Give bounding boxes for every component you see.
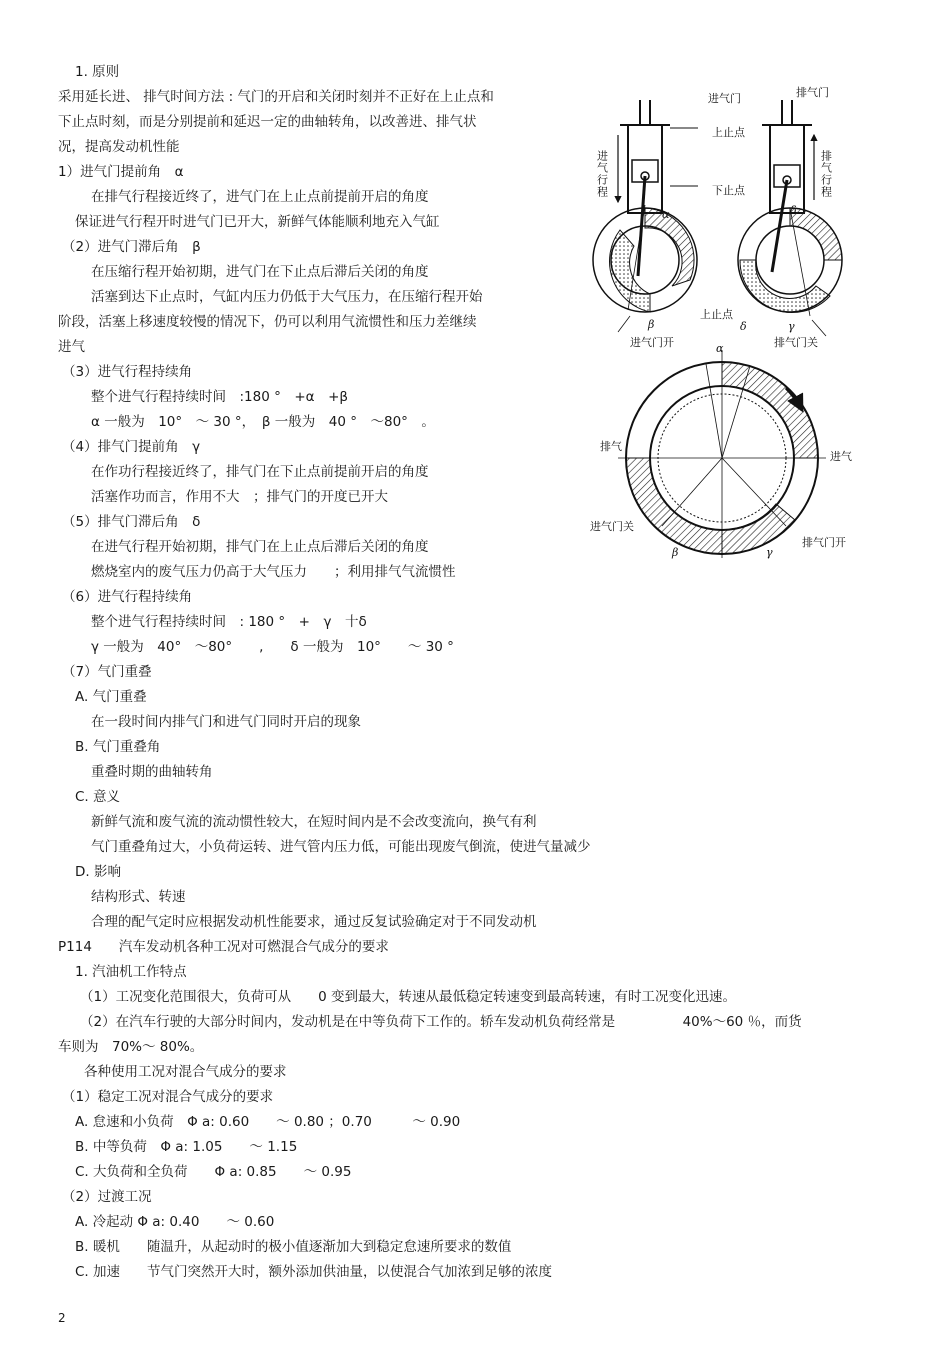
paragraph-line: 进气 bbox=[58, 339, 85, 355]
subheading: 1）进气门提前角 α bbox=[58, 164, 184, 180]
label-intake: 进气 bbox=[830, 450, 852, 463]
label-delta: δ bbox=[740, 320, 747, 333]
paragraph-line: 在进气行程开始初期，排气门在上止点后滞后关闭的角度 bbox=[91, 539, 429, 555]
label-intake-open: 进气门开 bbox=[630, 336, 674, 349]
label-exhaust-close: 排气门关 bbox=[774, 336, 818, 349]
paragraph-line: 阶段，活塞上移速度较慢的情况下，仍可以利用气流惯性和压力差继续 bbox=[58, 314, 477, 330]
formula-line: 整个进气行程持续时间 : 180 ° + γ 十δ bbox=[91, 614, 367, 630]
list-item: B. 暖机 随温升，从起动时的极小值逐渐加大到稳定怠速所要求的数值 bbox=[75, 1239, 512, 1255]
formula-line: γ 一般为 40° ～80° , δ 一般为 10° ～ 30 ° bbox=[91, 639, 454, 655]
paragraph-line: 活塞作功而言，作用不大 ；排气门的开度已开大 bbox=[91, 489, 388, 505]
exhaust-crank-circle bbox=[738, 208, 842, 336]
label-delta-top: δ bbox=[790, 204, 797, 217]
paragraph-line: 车则为 70%～ 80%。 bbox=[58, 1039, 204, 1055]
label-beta-top: β bbox=[648, 318, 655, 331]
paragraph-line: 气门重叠角过大，小负荷运转、进气管内压力低，可能出现废气倒流，使进气量减少 bbox=[91, 839, 591, 855]
list-item: A. 怠速和小负荷 Φ a: 0.60 ～ 0.80 ；0.70 ～ 0.90 bbox=[75, 1114, 461, 1130]
label-exhaust-valve: 排气门 bbox=[796, 86, 829, 99]
paragraph-line: 保证进气行程开时进气门已开大，新鲜气体能顺利地充入气缸 bbox=[75, 214, 440, 230]
page-number: 2 bbox=[58, 1311, 66, 1325]
subheading: （2）过渡工况 bbox=[62, 1189, 152, 1205]
paragraph-line: 燃烧室内的废气压力仍高于大气压力 ；利用排气气流惯性 bbox=[91, 564, 456, 580]
label-beta: β bbox=[672, 546, 679, 559]
paragraph-line: 合理的配气定时应根据发动机性能要求，通过反复试验确定对于不同发动机 bbox=[91, 914, 537, 930]
paragraph-line: 在作功行程接近终了，排气门在下止点前提前开启的角度 bbox=[91, 464, 429, 480]
label-exhaust-open: 排气门开 bbox=[802, 536, 846, 549]
formula-line: 整个进气行程持续时间 :180 ° +α +β bbox=[91, 389, 348, 405]
formula-line: α 一般为 10° ～ 30 °， β 一般为 40 ° ～80° 。 bbox=[91, 414, 435, 430]
label-intake-close: 进气门关 bbox=[590, 520, 634, 533]
subheading: （3）进气行程持续角 bbox=[62, 364, 193, 380]
list-heading: C. 意义 bbox=[75, 789, 121, 805]
section-heading: P114 汽车发动机各种工况对可燃混合气成分的要求 bbox=[58, 939, 389, 955]
paragraph-line: 在压缩行程开始初期，进气门在下止点后滞后关闭的角度 bbox=[91, 264, 429, 280]
list-item: A. 冷起动 Φ a: 0.40 ～ 0.60 bbox=[75, 1214, 275, 1230]
intake-crank-circle bbox=[593, 205, 697, 332]
paragraph-line: （1）工况变化范围很大，负荷可从 0 变到最大，转速从最低稳定转速变到最高转速，有时工况变化迅速。 bbox=[80, 989, 736, 1005]
paragraph-line: 况，提高发动机性能 bbox=[58, 139, 180, 155]
subheading: （5）排气门滞后角 δ bbox=[62, 514, 201, 530]
paragraph-line: 采用延长进、 排气时间方法 : 气门的开启和关闭时刻并不正好在上止点和 bbox=[58, 89, 494, 105]
label-intake-valve: 进气门 bbox=[708, 92, 741, 105]
valve-timing-diagram bbox=[590, 80, 870, 560]
list-heading: D. 影响 bbox=[75, 864, 121, 880]
label-exhaust-stroke: 排气行程 bbox=[819, 150, 833, 198]
subheading: （7）气门重叠 bbox=[62, 664, 152, 680]
section-heading: 1. 原则 bbox=[75, 64, 120, 80]
timing-circle bbox=[618, 350, 826, 558]
subheading: 各种使用工况对混合气成分的要求 bbox=[84, 1064, 287, 1080]
list-heading: B. 气门重叠角 bbox=[75, 739, 161, 755]
subheading: （4）排气门提前角 γ bbox=[62, 439, 201, 455]
label-gamma: γ bbox=[766, 546, 773, 559]
label-tdc-bottom: 上止点 bbox=[700, 308, 733, 321]
valve-timing-figure bbox=[590, 80, 870, 560]
section-heading: 1. 汽油机工作特点 bbox=[75, 964, 187, 980]
label-gamma-top: γ bbox=[788, 320, 795, 333]
paragraph-line: 在排气行程接近终了，进气门在上止点前提前开启的角度 bbox=[91, 189, 429, 205]
paragraph-line: 活塞到达下止点时，气缸内压力仍低于大气压力，在压缩行程开始 bbox=[91, 289, 483, 305]
subheading: （6）进气行程持续角 bbox=[62, 589, 193, 605]
paragraph-line: 下止点时刻，而是分别提前和延迟一定的曲轴转角，以改善进、排气状 bbox=[58, 114, 477, 130]
paragraph-line: （2）在汽车行驶的大部分时间内，发动机是在中等负荷下工作的。轿车发动机负荷经常是 40%～60 ％，而货 bbox=[80, 1014, 802, 1030]
paragraph-line: 结构形式、转速 bbox=[91, 889, 186, 905]
label-bdc: 下止点 bbox=[712, 184, 745, 197]
subheading: （2）进气门滞后角 β bbox=[62, 239, 201, 255]
paragraph-line: 新鲜气流和废气流的流动惯性较大，在短时间内是不会改变流向，换气有利 bbox=[91, 814, 537, 830]
label-intake-stroke: 进气行程 bbox=[595, 150, 609, 198]
list-item: B. 中等负荷 Φ a: 1.05 ～ 1.15 bbox=[75, 1139, 298, 1155]
paragraph-line: 在一段时间内排气门和进气门同时开启的现象 bbox=[91, 714, 361, 730]
label-alpha: α bbox=[716, 342, 724, 355]
list-item: C. 大负荷和全负荷 Φ a: 0.85 ～ 0.95 bbox=[75, 1164, 352, 1180]
label-exhaust: 排气 bbox=[600, 440, 622, 453]
exhaust-cylinder bbox=[762, 100, 814, 272]
list-item: C. 加速 节气门突然开大时，额外添加供油量，以使混合气加浓到足够的浓度 bbox=[75, 1264, 553, 1280]
list-heading: A. 气门重叠 bbox=[75, 689, 147, 705]
label-tdc: 上止点 bbox=[712, 126, 745, 139]
subheading: （1）稳定工况对混合气成分的要求 bbox=[62, 1089, 274, 1105]
paragraph-line: 重叠时期的曲轴转角 bbox=[91, 764, 213, 780]
label-alpha-top: α bbox=[662, 208, 670, 221]
